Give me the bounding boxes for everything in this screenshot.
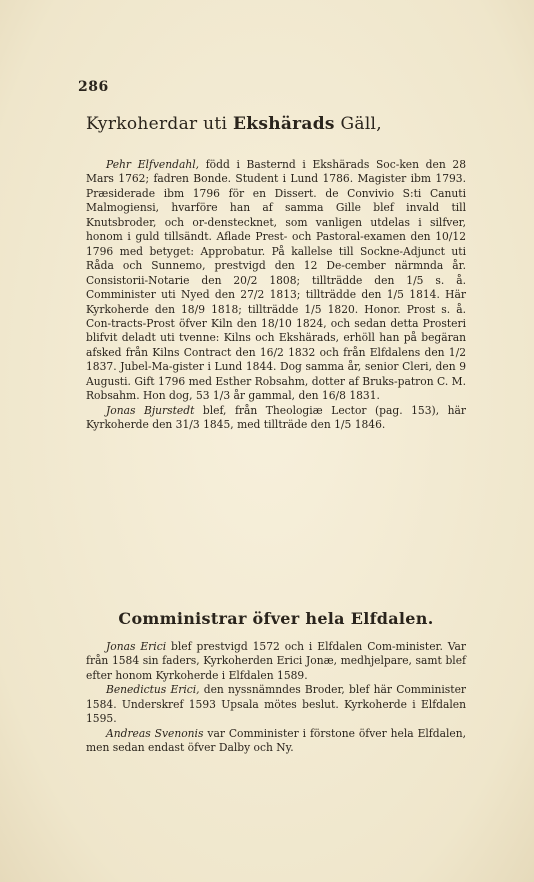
person-name: Benedictus Erici, <box>106 683 200 697</box>
kyrkoherdar-section <box>86 158 466 433</box>
section-heading: Comministrar öfver hela Elfdalen. <box>118 609 434 628</box>
running-head-parish: Ekshärads <box>232 114 335 134</box>
running-head <box>86 114 466 134</box>
entry-jonas-erici <box>86 640 466 683</box>
person-name: Andreas Svenonis <box>106 726 204 740</box>
entry-text: den nyssnämndes Broder, blef här Comminister 1584. Underskref 1593 Upsala mötes beslut. Kyrkoherde i Elfdalen 1595. <box>86 683 467 726</box>
entry-bjurstedt <box>86 404 466 433</box>
entry-benedictus-erici <box>86 683 466 726</box>
entry-text: född i Basternd i Ekshärads Soc-ken den 28 Mars 1762; fadren Bonde. Student i Lund 1786. Magister ibm 1793. Præsiderade ibm 1796 för en Dissert. de Convivio S:ti Canuti Malmogiensi, hvarföre han af samma Gille blef invald till Knutsbroder, och or-denstecknet, som vanligen utdelas i silfver, honom i guld tillsändt. Aflade Prest- och Pastoral-examen den 10/12 1796 med betyget: Approbatur. På kallelse till Sockne-Adjunct uti Råda och Sunnemo, prestvigd den 12 De-cember närmnda år. Consistorii-Notarie den 20/2 1808; tillträdde den 1/5 s. å. Comminister uti Nyed den 27/2 1813; tillträdde den 1/5 1814. Här Kyrkoherde den 18/9 1818; tillträdde 1/5 1820. Honor. Prost s. å. Con-tracts-Prost öfver Kiln den 18/10 1824, och sedan detta Prosteri blifvit deladt uti tvenne: Kilns och Ekshärads, erhöll han på begäran afsked från Kilns Contract den 16/2 1832 och från Elfdalens den 1/2 1837. Jubel-Ma-gister i Lund 1844. Dog samma år, senior Cleri, den 9 Augusti. Gift 1796 med Esther Robsahm, dotter af Bruks-patron C. M. Robsahm. Hon dog, 53 1/3 år gammal, den 16/8 1831. <box>86 158 467 403</box>
person-name: Jonas Erici <box>106 640 167 653</box>
entry-elfvendahl <box>86 158 466 404</box>
entry-text: blef, från Theologiæ Lector (pag. 153), här Kyrkoherde den 31/3 1845, med tillträde den 1/5 1846. <box>86 403 466 432</box>
entry-text: var Comminister i förstone öfver hela Elfdalen, men sedan endast öfver Dalby och Ny. <box>86 726 466 755</box>
entry-text: blef prestvigd 1572 och i Elfdalen Com-minister. Var från 1584 sin faders, Kyrkoherden Erici Jonæ, medhjelpare, samt blef efter honom Kyrkoherde i Elfdalen 1589. <box>86 640 466 682</box>
person-name: Pehr Elfvendahl, <box>106 158 200 171</box>
running-head-tail: Gäll, <box>334 114 382 134</box>
comministrar-section <box>86 640 466 756</box>
page-number: 286 <box>78 79 109 95</box>
person-name: Jonas Bjurstedt <box>106 403 195 417</box>
entry-andreas-svenonis <box>86 727 466 756</box>
running-head-text: Kyrkoherdar uti <box>86 114 233 134</box>
